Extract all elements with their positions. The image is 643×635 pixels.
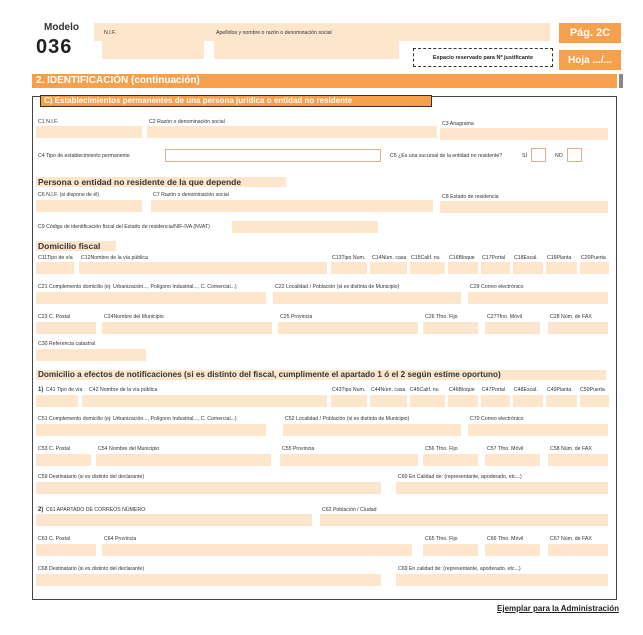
section-title: 2. IDENTIFICACIÓN (continuación) [36,75,200,86]
c45-field[interactable] [410,395,445,407]
notif-title: Domicilio a efectos de notificaciones (si es distinto del fiscal, cumplimente el apartado 1 ó el 2 según estime oportuno) [38,370,501,379]
c4-field[interactable] [165,149,381,162]
pag-badge [559,23,621,43]
c59-label: C59 Destinatario (si es distinto del declarante) [38,474,145,480]
c60-field[interactable] [396,482,608,494]
c43-field[interactable] [331,395,367,407]
c9-label: C9 Código de identificación fiscal del Estado de residencia/NIF-IVA (NVAT) [38,224,210,230]
section-bar [32,74,617,88]
c28-label: C28 Núm. de FAX [550,314,592,320]
c68-label: C68 Destinatario (si es distinto del declarante) [38,566,145,572]
c52-field[interactable] [283,424,461,436]
espacio-text: Espacio reservado para Nº justificante [432,54,534,61]
c47-label: C47Portal [482,387,506,393]
c52-label: C52 Localidad / Población (si es distinta de Municipio) [285,416,410,422]
c14-label: C14Núm. casa [372,255,407,261]
c49-label: C49Planta [547,387,572,393]
c23-field[interactable] [36,322,96,334]
modelo-number: 036 [36,36,73,58]
c45-label: C45Calif. nu [410,387,439,393]
c47-field[interactable] [481,395,510,407]
c70-field[interactable] [468,424,608,436]
nif-header-label: N.I.F. [104,30,117,36]
c11-label: C11Tipo de vía [38,255,73,261]
c44-label: C44Núm. casa [371,387,406,393]
c22-label: C22 Localidad / Población (si es distinta de Municipio) [275,284,400,290]
c61-label: C61 APARTADO DE CORREOS NÚMERO: [46,507,147,513]
c67-label: C67 Núm. de FAX [550,536,592,542]
c29-field[interactable] [468,292,608,304]
no-checkbox[interactable] [567,148,582,162]
c58-label: C58 Núm. de FAX [550,446,592,452]
c8-field[interactable] [440,201,608,213]
persona-title: Persona o entidad no residente de la que depende [38,177,242,187]
c57-field[interactable] [485,454,540,466]
section-bar-edge [619,74,623,88]
c8-label: C8 Estado de residencia [442,194,499,200]
c50-field[interactable] [580,395,609,407]
c26-label: C26 Tfno. Fijo [425,314,458,320]
c13-field[interactable] [331,262,367,274]
c42-field[interactable] [82,395,327,407]
hoja-badge [559,50,621,70]
c14-field[interactable] [370,262,407,274]
c27-label: C27Tfno. Móvil [487,314,522,320]
c63-label: C63 C. Postal [38,536,71,542]
c61-field[interactable] [36,514,312,526]
footer-text: Ejemplar para la Administración [497,604,619,613]
c49-field[interactable] [546,395,577,407]
c57-label: C57 Tfno. Móvil [487,446,524,452]
apellidos-header-label: Apellidos y nombre o razón o denominación social [216,30,332,36]
c54-label: C54 Nombre del Municipio [98,446,160,452]
c15-label: C15Calif. nu [411,255,440,261]
c55-label: C55 Provincia [282,446,315,452]
espacio-justificante [413,48,553,67]
c5-label: C5 ¿Es una sucursal de la entidad no residente? [390,153,503,159]
c18-label: C18Escal. [514,255,538,261]
c50-label: C50Puerta [580,387,605,393]
c58-field[interactable] [548,454,608,466]
c6-label: C6 N.I.F. (si dispone de él) [38,192,100,198]
c25-field[interactable] [278,322,418,334]
c4-label: C4 Tipo de establecimiento permanente [38,153,130,159]
c60-label: C60 En Calidad de: (representante, apoderado, etc...) [398,474,522,480]
c65-field[interactable] [423,544,478,556]
c12-label: C12Nombre de la vía pública [81,255,148,261]
c22-field[interactable] [273,292,461,304]
c28-field[interactable] [548,322,608,334]
nif-header-field[interactable] [102,41,204,59]
c43-label: C43Tipo Num. [332,387,366,393]
c51-label: C51 Complemento domicilio (ej: Urbanización..., Polígono Industrial..., C. Comercial...) [38,416,237,422]
c51-field[interactable] [36,424,266,436]
c21-label: C21 Complemento domicilio (ej: Urbanización..., Polígono Industrial..., C. Comercial...) [38,284,237,290]
c19-label: C19Planta [547,255,572,261]
modelo-label: Modelo [44,22,79,33]
c16-label: C16Bloque [449,255,475,261]
c67-field[interactable] [548,544,608,556]
c30-label: C30 Referencia catastral [38,341,96,347]
c7-label: C7 Razón o denominación social [153,192,229,198]
c2-label: C2 Razón o denominación social [149,119,225,125]
c56-field[interactable] [423,454,478,466]
c17-field[interactable] [481,262,510,274]
c69-label: C69 En calidad de: (representante, apoderado, etc...) [398,566,521,572]
c9-field[interactable] [232,221,378,233]
c63-field[interactable] [36,544,96,556]
c6-field[interactable] [36,200,142,212]
c19-field[interactable] [546,262,577,274]
c13-label: C13Tipo Num. [332,255,366,261]
c30-field[interactable] [36,349,146,361]
si-checkbox[interactable] [531,148,546,162]
c42-label: C42 Nombre de la vía pública [89,387,158,393]
c7-field[interactable] [151,200,433,212]
c62-label: C62 Población / Ciudad [322,507,377,513]
c27-field[interactable] [485,322,540,334]
c46-label: C46Bloque [449,387,475,393]
c41-label: C41 Tipo de vía [46,387,83,393]
c24-label: C24Nombre del Municipio [104,314,164,320]
c24-field[interactable] [102,322,272,334]
c56-label: C56 Tfno. Fijo [425,446,458,452]
c29-label: C29 Correo electrónico [470,284,524,290]
c41-field[interactable] [36,395,78,407]
c23-label: C23 C. Postal [38,314,71,320]
c59-field[interactable] [36,482,381,494]
c64-field[interactable] [102,544,412,556]
c54-field[interactable] [96,454,271,466]
c25-label: C25 Provincia [280,314,313,320]
c48-field[interactable] [513,395,543,407]
c66-field[interactable] [485,544,540,556]
c46-field[interactable] [448,395,478,407]
c66-label: C66 Tfno. Móvil [487,536,524,542]
no-label: NO [555,153,563,159]
c3-label: C3 Anagrama [442,121,474,127]
n1-label: 1) [38,387,44,393]
c1-label: C1 N.I.F. [38,119,59,125]
c18-field[interactable] [513,262,543,274]
c48-label: C48Escal. [514,387,538,393]
pag-text: Pág. 2C [569,27,611,39]
c17-label: C17Portal [482,255,506,261]
hoja-text: Hoja .../... [568,54,612,66]
c21-field[interactable] [36,292,266,304]
apellidos-header-field[interactable] [214,41,399,59]
c64-label: C64 Provincia [104,536,137,542]
c1-title-box [40,95,432,107]
c15-field[interactable] [410,262,445,274]
c26-field[interactable] [423,322,478,334]
fiscal-title: Domicilio fiscal [38,241,101,251]
si-label: SÍ [522,153,527,159]
c53-label: C53 C. Postal [38,446,71,452]
c20-field[interactable] [580,262,609,274]
c55-field[interactable] [280,454,418,466]
c16-field[interactable] [448,262,478,274]
c65-label: C65 Tfno. Fijo [425,536,458,542]
n2-label: 2) [38,507,44,513]
c2-field[interactable] [147,126,437,138]
c62-field[interactable] [320,514,608,526]
c53-field[interactable] [36,454,91,466]
c69-field[interactable] [396,574,608,586]
c11-field[interactable] [36,262,74,274]
c70-label: C70 Correo electrónico [470,416,524,422]
c1-title: C) Establecimientos permanentes de una persona jurídica o entidad no residente [44,96,353,105]
c12-field[interactable] [79,262,327,274]
c1-field[interactable] [36,126,142,138]
c68-field[interactable] [36,574,381,586]
c20-label: C20Puerta [581,255,606,261]
c3-field[interactable] [440,128,608,140]
c44-field[interactable] [370,395,407,407]
